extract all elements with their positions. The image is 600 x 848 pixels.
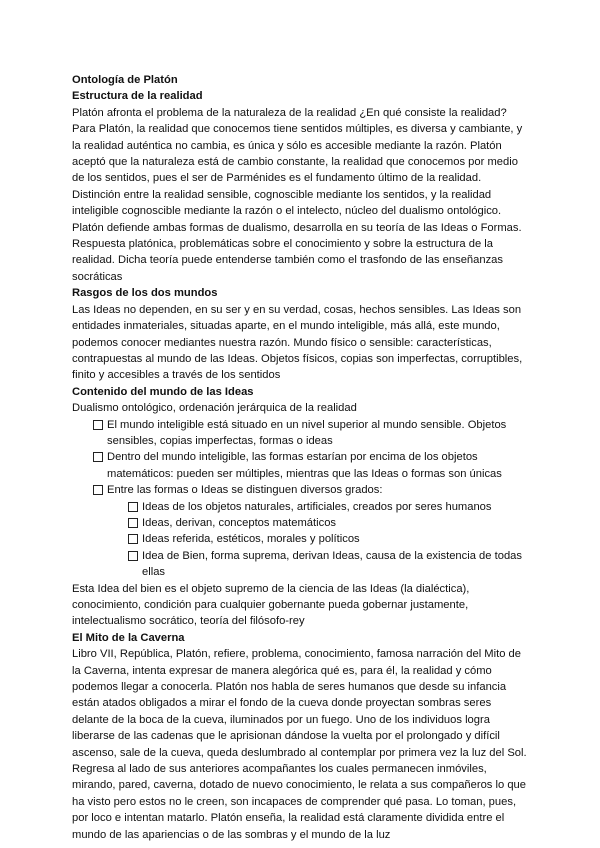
sub-list-item-text: Ideas de los objetos naturales, artificiales, creados por seres humanos [142, 500, 492, 513]
checkbox-icon [93, 485, 103, 495]
sub-list-item-text: Ideas referida, estéticos, morales y políticos [142, 533, 360, 546]
sub-list-item [72, 499, 530, 515]
sub-list-item [72, 548, 530, 581]
heading-rasgos: Rasgos de los dos mundos [72, 287, 218, 300]
checkbox-icon [128, 502, 138, 512]
list-item [72, 482, 530, 498]
paragraph-contenido-closing: Esta Idea del bien es el objeto supremo de la ciencia de las Ideas (la dialéctica), conocimiento, condición para cualquier gobernante pueda gobernar justamente, intelectualismo socrático, teoría del filósofo-rey [72, 582, 470, 628]
heading-estructura: Estructura de la realidad [72, 90, 203, 103]
document-body [72, 72, 530, 843]
paragraph-contenido-intro: Dualismo ontológico, ordenación jerárquica de la realidad [72, 402, 357, 415]
checklist-level1 [72, 417, 530, 499]
document-title: Ontología de Platón [72, 74, 178, 86]
sub-list-item-text: Ideas, derivan, conceptos matemáticos [142, 516, 337, 529]
list-item-text: El mundo inteligible está situado en un nivel superior al mundo sensible. Objetos sensibles, copias imperfectas, formas o ideas [107, 418, 507, 447]
checkbox-icon [93, 420, 103, 430]
list-item-text: Dentro del mundo inteligible, las formas estarían por encima de los objetos matemáticos: pueden ser múltiples, mientras que las Ideas o formas son únicas [107, 451, 502, 480]
heading-contenido: Contenido del mundo de las Ideas [72, 385, 254, 398]
checklist-level2 [72, 499, 530, 581]
sub-list-item [72, 531, 530, 547]
checkbox-icon [93, 452, 103, 462]
sub-list-item [72, 515, 530, 531]
list-item-text: Entre las formas o Ideas se distinguen diversos grados: [107, 484, 383, 497]
paragraph-estructura: Platón afronta el problema de la naturaleza de la realidad ¿En qué consiste la realidad? Para Platón, la realidad que conocemos tiene sentidos múltiples, es diversa y cambiante, y la realidad auténtica no cambia, es única y sólo es accesible mediante la razón. Platón aceptó que la naturaleza está de cambio constante, la realidad que conocemos por medio de los sentidos, pues el ser de Parménides es el fundamento último de la realidad. Distinción entre la realidad sensible, cognoscible mediante los sentidos, y la realidad inteligible cognoscible mediante la razón o el intelecto, núcleo del dualismo ontológico. Platón defiende ambas formas de dualismo, desarrolla en su teoría de las Ideas o Formas. Respuesta platónica, problemáticas sobre el conocimiento y sobre la estructura de la realidad. Dicha teoría puede entenderse también como el trasfondo de las enseñanzas socráticas [72, 106, 523, 283]
list-item [72, 449, 530, 482]
paragraph-mito: Libro VII, República, Platón, refiere, problema, conocimiento, famosa narración del Mito de la Caverna, intenta expresar de manera alegórica qué es, para él, la realidad y cómo podemos llegar a conocerla. Platón nos habla de seres humanos que desde su infancia están atados obligados a mirar el fondo de la cueva donde proyectan sombras seres delante de la boca de la cueva, iluminados por un fuego. Uno de los individuos logra liberarse de las cadenas que le aprisionan dándose la vuelta por el prolongado y difícil ascenso, sale de la cueva, queda deslumbrado al contemplar por primera vez la luz del Sol. Regresa al lado de sus anteriores acompañantes los cuales permanecen inmóviles, mirando, pared, caverna, dotado de nuevo conocimiento, le relata a sus compañeros lo que ha visto pero estos no le creen, son incapaces de comprender qué pasa. Lo toman, pues, por loco e intentan matarlo. Platón enseña, la realidad está claramente dividida entre el mundo de las apariencias o de las sombras y el mundo de la luz [72, 648, 527, 841]
heading-mito: El Mito de la Caverna [72, 631, 185, 644]
sub-list-item-text: Idea de Bien, forma suprema, derivan Ideas, causa de la existencia de todas ellas [142, 549, 522, 579]
list-item [72, 417, 530, 450]
paragraph-rasgos: Las Ideas no dependen, en su ser y en su verdad, cosas, hechos sensibles. Las Ideas son entidades inmateriales, situadas aparte, en el mundo inteligible, más allá, este mundo, podemos conocer mediantes nuestra razón. Mundo físico o sensible: características, contrapuestas al mundo de las Ideas. Objetos físicos, copias son imperfectas, corruptibles, finito y accesibles a través de los sentidos [72, 303, 523, 382]
checkbox-icon [128, 518, 138, 528]
checkbox-icon [128, 551, 138, 561]
checkbox-icon [128, 534, 138, 544]
